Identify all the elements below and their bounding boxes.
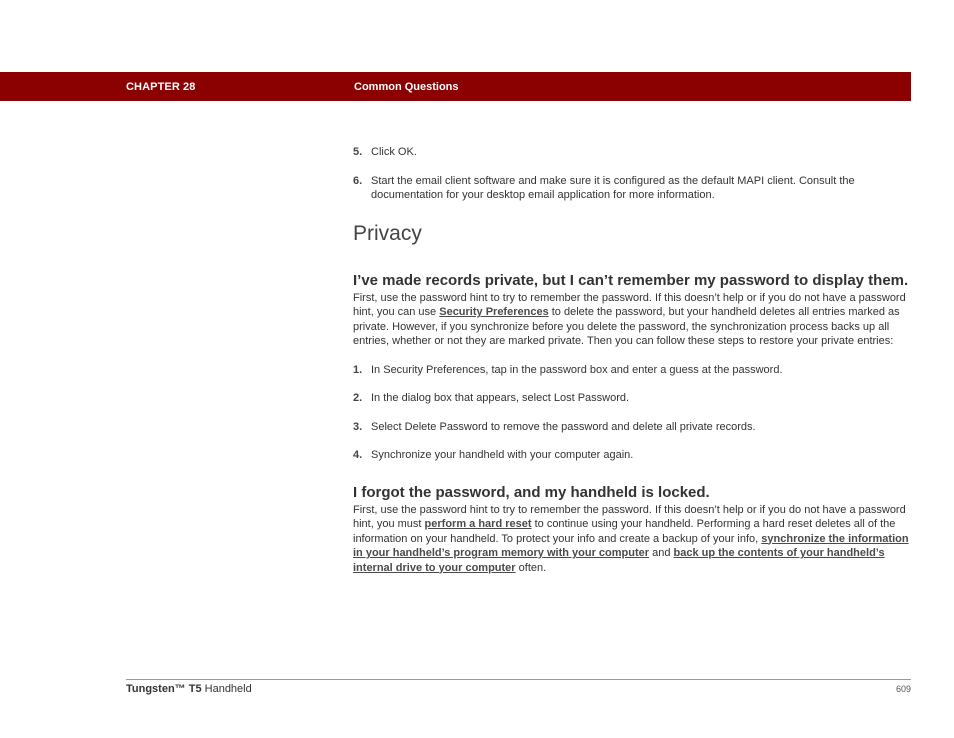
footer-product [126, 683, 252, 695]
step-number: 5. [353, 146, 363, 158]
question-heading-locked: I forgot the password, and my handheld is locked. [353, 483, 710, 501]
step-text: Start the email client software and make sure it is configured as the default MAPI client. Consult the documentation for your desktop email application for more information. [371, 174, 855, 201]
question-heading-private: I’ve made records private, but I can’t remember my password to display them. [353, 271, 909, 289]
main-content [353, 145, 909, 575]
step-text: Synchronize your handheld with your computer again. [371, 449, 634, 461]
step-number: 1. [353, 363, 363, 376]
footer-brand: Tungsten™ T5 [126, 683, 202, 695]
chapter-number: CHAPTER 28 [126, 81, 196, 93]
page-number: 609 [895, 684, 911, 694]
chapter-header-bar [0, 72, 911, 101]
step-number: 4. [353, 449, 363, 461]
restore-step-3 [353, 420, 909, 435]
step-6 [353, 174, 909, 203]
restore-step-2 [353, 391, 909, 406]
step-text: In Security Preferences, tap in the password box and enter a guess at the password. [371, 363, 783, 376]
chapter-title: Common Questions [354, 81, 459, 93]
restore-step-1 [353, 363, 909, 378]
link-synchronize-info[interactable]: synchronize the information in your handheld’s program memory with your computer [353, 532, 909, 559]
answer-paragraph-private: First, use the password hint to try to remember the password. If this doesn’t help or if you do not have a password hint, you can use Security Preferences to delete the password, but your handheld deletes all entries marked as private. However, if you synchronize before you delete the password, the synchronization process backs up all entries, whether or not they are marked private. Then you can follow these steps to restore your private entries: [353, 291, 906, 347]
step-text: In the dialog box that appears, select Lost Password. [371, 392, 630, 404]
step-number: 6. [353, 174, 363, 187]
link-security-preferences[interactable]: Security Preferences [439, 306, 549, 318]
footer-divider [126, 679, 911, 680]
section-title: Privacy [353, 221, 422, 245]
link-backup-internal-drive[interactable]: back up the contents of your handheld’s internal drive to your computer [353, 547, 885, 574]
step-5 [353, 145, 909, 160]
footer-product-type: Handheld [201, 683, 252, 695]
answer-paragraph-locked: First, use the password hint to try to remember the password. If this doesn’t help or if you do not have a password hint, you must perform a hard reset to continue using your handheld. Performing a hard reset deletes all of the information on your handheld. To protect your info and create a backup of your info, synchronize the information in your handheld’s program memory with your computer and back up the contents of your handheld’s internal drive to your computer often. [353, 503, 909, 574]
step-text: Click OK. [371, 146, 417, 158]
step-number: 2. [353, 392, 363, 404]
step-number: 3. [353, 420, 363, 433]
link-hard-reset[interactable]: perform a hard reset [424, 518, 532, 530]
restore-step-4 [353, 448, 909, 463]
step-text: Select Delete Password to remove the password and delete all private records. [371, 420, 756, 433]
